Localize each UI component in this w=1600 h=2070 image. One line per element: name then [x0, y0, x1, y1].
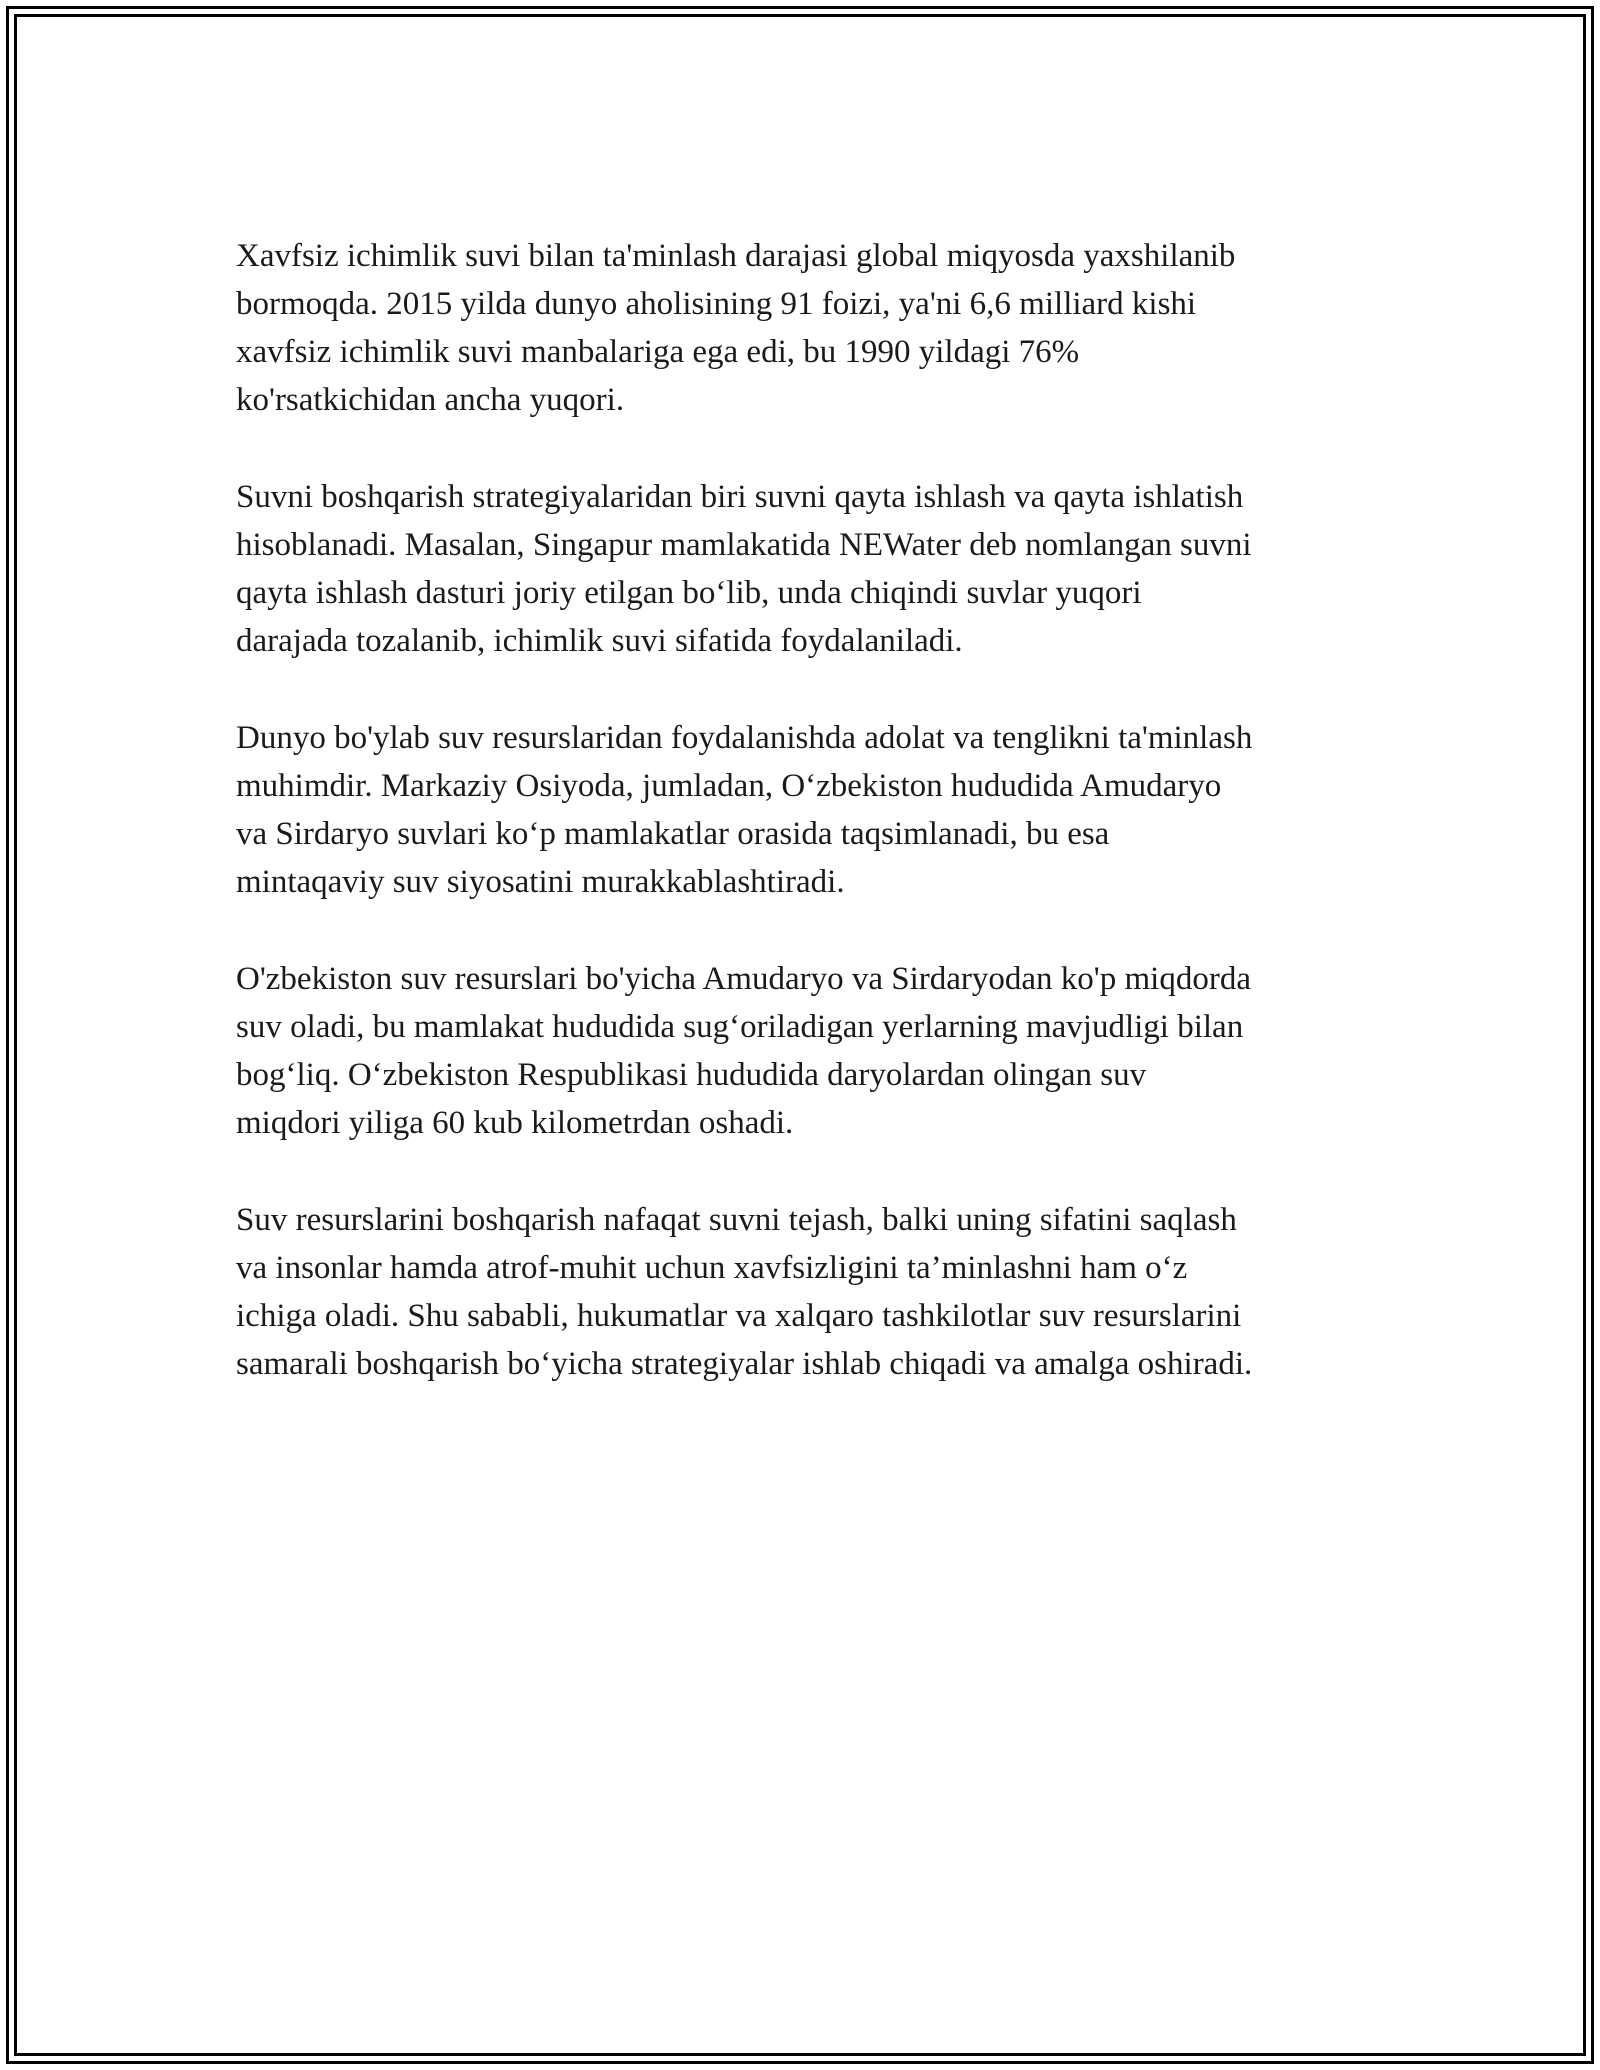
paragraph-water-recycling: Suvni boshqarish strategiyalaridan biri suvni qayta ishlash va qayta ishlatish hisoblanadi. Masalan, Singapur mamlakatida NEWater deb nomlangan suvni qayta ishlash dasturi joriy etilgan bo‘lib, unda chiqindi suvlar yuqori darajada tozalanib, ichimlik suvi sifatida foydalaniladi. [236, 479, 1252, 659]
paragraph-drinking-water: Xavfsiz ichimlik suvi bilan ta'minlash darajasi global miqyosda yaxshilanib bormoqda. 2015 yilda dunyo aholisining 91 foizi, ya'ni 6,6 milliard kishi xavfsiz ichimlik suvi manbalariga ega edi, bu 1990 yildagi 76% ko'rsatkichidan ancha yuqori. [236, 238, 1236, 418]
paragraph-water-management: Suv resurslarini boshqarish nafaqat suvni tejash, balki uning sifatini saqlash va insonlar hamda atrof-muhit uchun xavfsizligini ta’minlashni ham o‘z ichiga oladi. Shu sababli, hukumatlar va xalqaro tashkilotlar suv resurslarini samarali boshqarish bo‘yicha strategiyalar ishlab chiqadi va amalga oshiradi. [236, 1202, 1253, 1382]
paragraph-uzbekistan-water: O'zbekiston suv resurslari bo'yicha Amudaryo va Sirdaryodan ko'p miqdorda suv oladi, bu mamlakat hududida sug‘oriladigan yerlarning mavjudligi bilan bog‘liq. O‘zbekiston Respublikasi hududida daryolardan olingan suv miqdori yiliga 60 kub kilometrdan oshadi. [236, 961, 1251, 1141]
document-body [236, 232, 1376, 1437]
paragraph-water-equity: Dunyo bo'ylab suv resurslaridan foydalanishda adolat va tenglikni ta'minlash muhimdir. Markaziy Osiyoda, jumladan, O‘zbekiston hududida Amudaryo va Sirdaryo suvlari ko‘p mamlakatlar orasida taqsimlanadi, bu esa mintaqaviy suv siyosatini murakkablashtiradi. [236, 720, 1253, 900]
